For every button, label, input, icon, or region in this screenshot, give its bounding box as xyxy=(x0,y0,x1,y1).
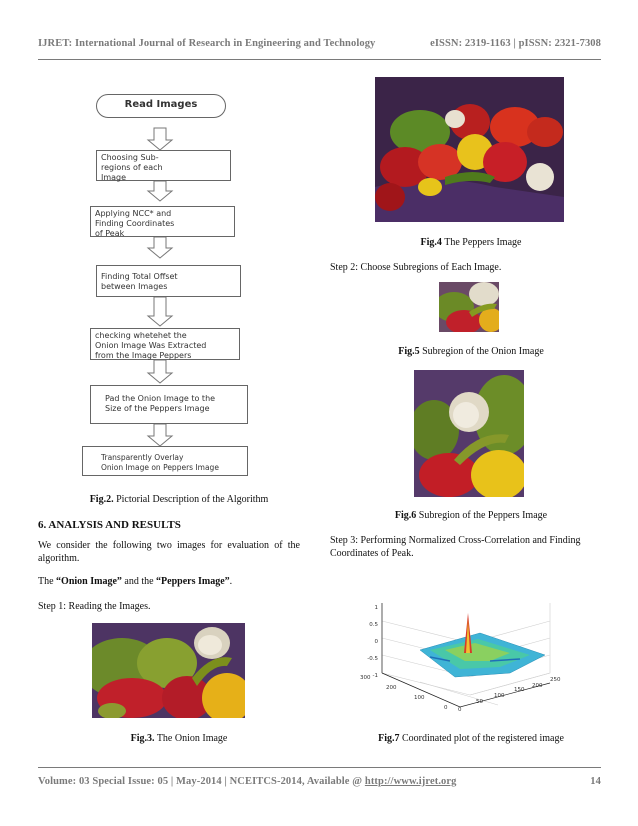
flow-arrow xyxy=(148,360,172,383)
fig4-label: Fig.4 xyxy=(420,237,442,248)
y-tick: 0 xyxy=(444,705,448,711)
footer-link[interactable]: http://www.ijret.org xyxy=(364,776,457,787)
flow-arrow xyxy=(148,424,172,446)
flow-arrow xyxy=(148,297,172,326)
images-sentence-suffix: . xyxy=(229,576,233,587)
flow-step-apply-ncc: Applying NCC* and Finding Coordinates of Peak xyxy=(90,206,235,237)
flow-arrow xyxy=(148,128,172,150)
peppers-image-term: “Peppers Image” xyxy=(156,576,230,587)
fig6-caption xyxy=(330,510,612,521)
flow-step-overlay: Transparently Overlay Onion Image on Peppers Image xyxy=(82,446,248,476)
flow-step-read-images: Read Images xyxy=(96,94,226,118)
algorithm-flowchart xyxy=(80,90,250,490)
surface-plot-graphic xyxy=(360,595,570,715)
images-sentence-mid: and the xyxy=(121,576,157,587)
flow-arrow xyxy=(148,237,172,258)
peppers-subregion-image xyxy=(414,370,524,497)
fig3-caption-text: The Onion Image xyxy=(156,733,228,744)
fig5-caption-text: Subregion of the Onion Image xyxy=(422,346,544,357)
x-tick: 50 xyxy=(476,699,483,705)
flow-step-check-extraction: checking whetehet the Onion Image Was Extracted from the Image Peppers xyxy=(90,328,240,360)
journal-title: IJRET: International Journal of Research in Engineering and Technology xyxy=(38,38,376,49)
footer-rule xyxy=(38,767,601,768)
y-tick: 200 xyxy=(386,685,397,691)
fig5-label: Fig.5 xyxy=(398,346,420,357)
step1-text: Step 1: Reading the Images. xyxy=(38,601,151,612)
page-number: 14 xyxy=(590,776,601,787)
fig4-caption xyxy=(330,237,612,248)
onion-image-term: “Onion Image” xyxy=(56,576,122,587)
fig6-label: Fig.6 xyxy=(394,510,417,521)
fig4-caption-text: The Peppers Image xyxy=(444,237,522,248)
footer-volume-text: Volume: 03 Special Issue: 05 | May-2014 | NCEITCS-2014, Available @ xyxy=(38,776,365,787)
fig3-caption xyxy=(38,733,320,744)
fig7-caption xyxy=(330,733,612,744)
z-tick: -0.5 xyxy=(367,656,378,662)
z-tick: 0 xyxy=(374,639,378,645)
analysis-paragraph: We consider the following two images for evaluation of the algorithm. xyxy=(38,540,300,564)
onion-image xyxy=(92,623,245,718)
header-rule xyxy=(38,59,601,60)
onion-subregion-image xyxy=(439,282,499,332)
fig3-label: Fig.3. xyxy=(130,733,155,744)
x-tick: 0 xyxy=(458,707,462,713)
fig7-label: Fig.7 xyxy=(378,733,400,744)
flow-step-choose-subregions: Choosing Sub- regions of each Image xyxy=(96,150,231,181)
flow-arrow xyxy=(148,181,172,201)
z-tick: -1 xyxy=(372,673,378,679)
fig2-label: Fig.2. xyxy=(89,494,114,505)
flow-step-total-offset: Finding Total Offset between Images xyxy=(96,265,241,297)
fig2-caption xyxy=(38,494,320,505)
z-axis-ticks xyxy=(362,600,378,685)
footer-text xyxy=(38,776,457,787)
x-tick: 200 xyxy=(532,683,543,689)
fig6-caption-text: Subregion of the Peppers Image xyxy=(418,510,548,521)
y-tick: 100 xyxy=(414,695,425,701)
x-tick: 100 xyxy=(494,693,505,699)
fig5-caption xyxy=(330,346,612,357)
correlation-surface-plot xyxy=(360,595,570,715)
x-tick: 250 xyxy=(550,677,561,683)
section-heading: 6. ANALYSIS AND RESULTS xyxy=(38,519,181,531)
images-sentence xyxy=(38,575,232,588)
z-tick: 0.5 xyxy=(369,622,378,628)
x-tick: 150 xyxy=(514,687,525,693)
peppers-image xyxy=(375,77,564,222)
images-sentence-prefix: The xyxy=(38,576,57,587)
fig7-caption-text: Coordinated plot of the registered image xyxy=(401,733,564,744)
step3-text: Step 3: Performing Normalized Cross-Correlation and Finding Coordinates of Peak. xyxy=(330,535,581,559)
z-tick: 1 xyxy=(374,605,378,611)
issn-text: eISSN: 2319-1163 | pISSN: 2321-7308 xyxy=(430,38,601,49)
flow-step-pad-onion: Pad the Onion Image to the Size of the Peppers Image xyxy=(90,385,248,424)
step2-text: Step 2: Choose Subregions of Each Image. xyxy=(330,262,502,273)
fig2-caption-text: Pictorial Description of the Algorithm xyxy=(116,494,269,505)
y-tick: 300 xyxy=(360,675,371,681)
